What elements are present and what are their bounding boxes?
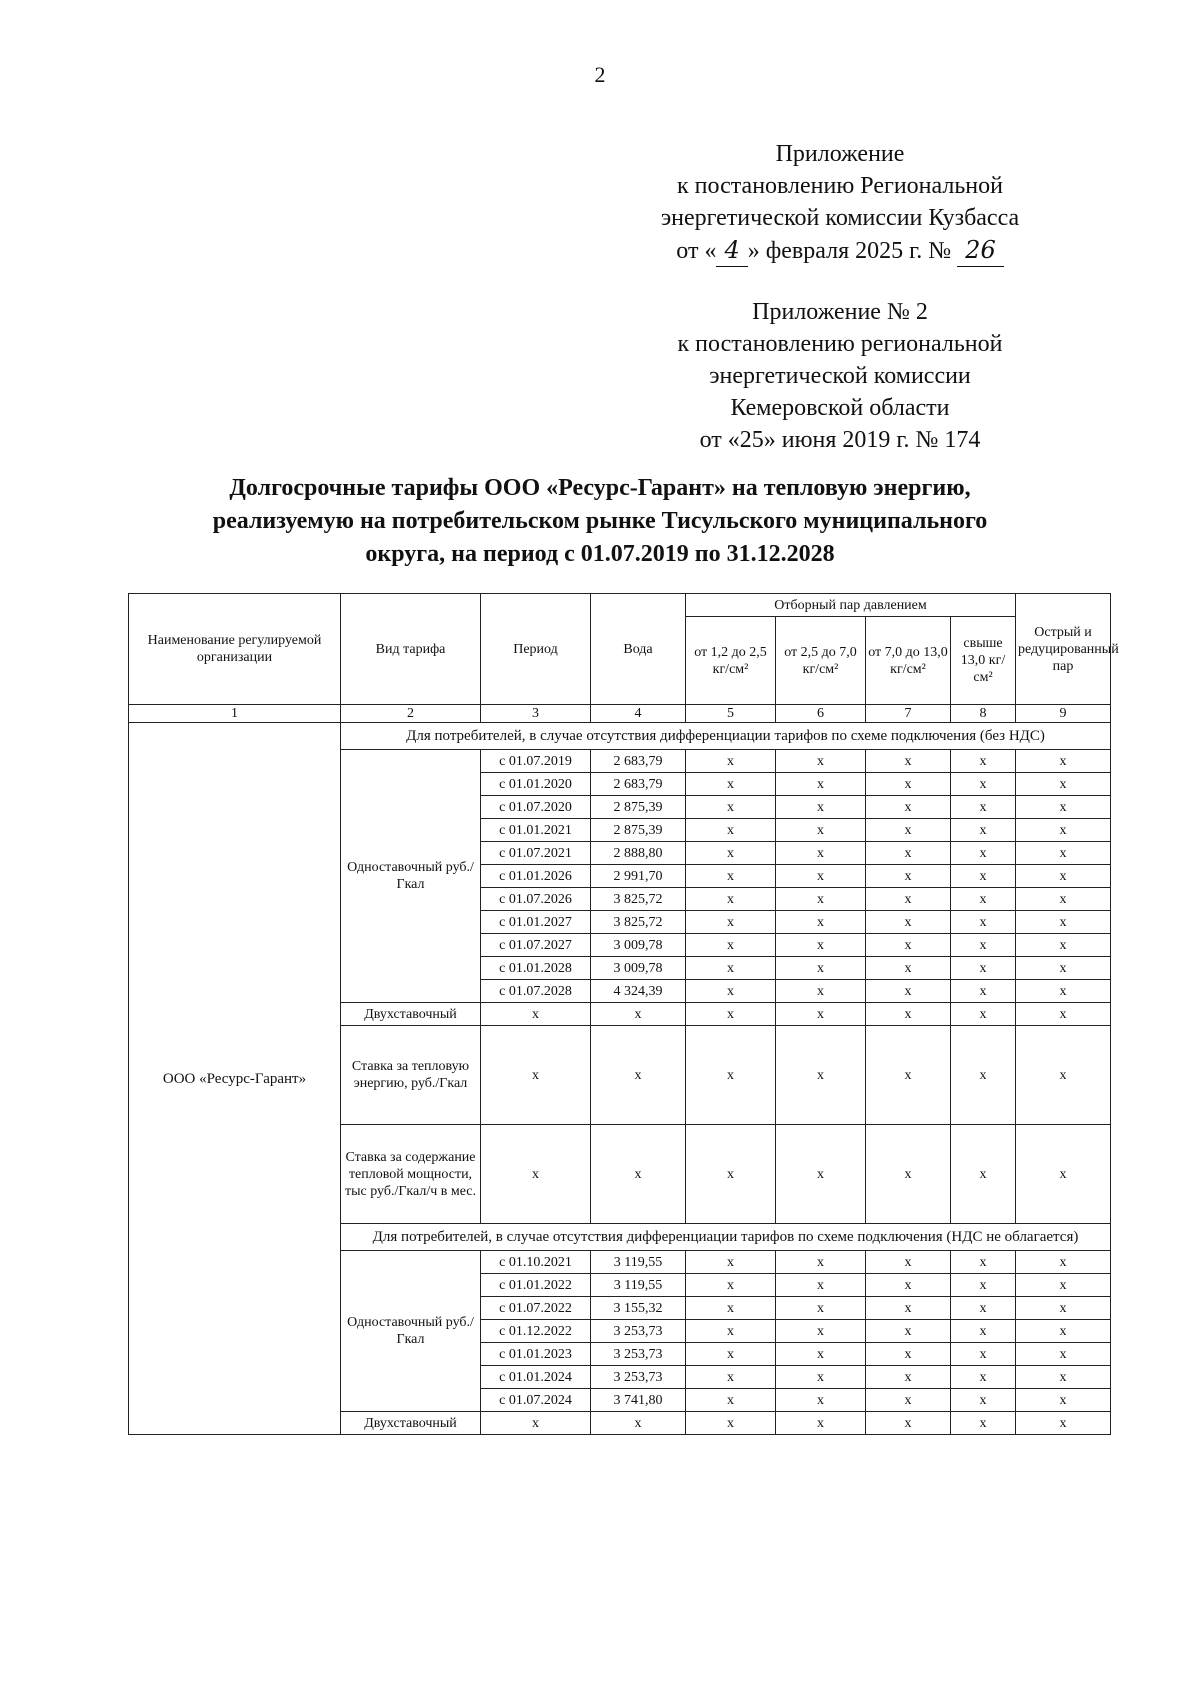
- x-cell: x: [1016, 865, 1111, 888]
- tariff-table: [128, 593, 1119, 1435]
- period-cell: с 01.07.2028: [481, 980, 591, 1003]
- x-cell: x: [1016, 980, 1111, 1003]
- annex-current-line2: энергетической комиссии Кузбасса: [660, 205, 1020, 231]
- x-cell: x: [951, 819, 1016, 842]
- x-cell: x: [866, 1320, 951, 1343]
- col-number: 6: [776, 705, 866, 723]
- x-cell: x: [1016, 1389, 1111, 1412]
- x-cell: x: [481, 1125, 591, 1224]
- x-cell: x: [866, 980, 951, 1003]
- x-cell: x: [1016, 796, 1111, 819]
- annex-original-line4: от «25» июня 2019 г. № 174: [699, 427, 981, 453]
- x-cell: x: [686, 796, 776, 819]
- water-cell: 2 683,79: [591, 750, 686, 773]
- header-period: Период: [481, 594, 591, 705]
- x-cell: x: [686, 865, 776, 888]
- x-cell: x: [686, 842, 776, 865]
- x-cell: x: [866, 934, 951, 957]
- section1-header-row: [129, 723, 1111, 750]
- x-cell: x: [866, 750, 951, 773]
- water-cell: 3 825,72: [591, 888, 686, 911]
- x-cell: x: [1016, 1412, 1111, 1435]
- water-cell: 3 009,78: [591, 934, 686, 957]
- col-number: 7: [866, 705, 951, 723]
- annex-current-line1: к постановлению Региональной: [677, 173, 1003, 199]
- period-cell: с 01.07.2019: [481, 750, 591, 773]
- period-cell: с 01.01.2027: [481, 911, 591, 934]
- x-cell: x: [686, 980, 776, 1003]
- x-cell: x: [866, 1297, 951, 1320]
- x-cell: x: [1016, 1366, 1111, 1389]
- x-cell: x: [686, 957, 776, 980]
- period-cell: с 01.01.2021: [481, 819, 591, 842]
- x-cell: x: [686, 1366, 776, 1389]
- org-name-cell: ООО «Ресурс-Гарант»: [129, 723, 341, 1435]
- x-cell: x: [1016, 819, 1111, 842]
- x-cell: x: [1016, 1274, 1111, 1297]
- x-cell: x: [686, 1343, 776, 1366]
- period-cell: с 01.07.2027: [481, 934, 591, 957]
- x-cell: x: [686, 1412, 776, 1435]
- x-cell: x: [1016, 1125, 1111, 1224]
- col-number: 5: [686, 705, 776, 723]
- col-number: 2: [341, 705, 481, 723]
- x-cell: x: [776, 1297, 866, 1320]
- x-cell: x: [866, 1389, 951, 1412]
- header-row-1: [129, 594, 1111, 617]
- x-cell: x: [866, 842, 951, 865]
- x-cell: x: [1016, 911, 1111, 934]
- x-cell: x: [686, 888, 776, 911]
- x-cell: x: [776, 934, 866, 957]
- x-cell: x: [686, 1389, 776, 1412]
- annex-current-date: [630, 234, 1050, 267]
- water-cell: 3 253,73: [591, 1366, 686, 1389]
- x-cell: x: [951, 1297, 1016, 1320]
- header-org: Наименование регулируемой организации: [129, 594, 341, 705]
- x-cell: x: [481, 1412, 591, 1435]
- x-cell: x: [591, 1003, 686, 1026]
- header-p4: свыше 13,0 кг/см²: [951, 617, 1016, 705]
- period-cell: с 01.12.2022: [481, 1320, 591, 1343]
- x-cell: x: [951, 1389, 1016, 1412]
- x-cell: x: [951, 1026, 1016, 1125]
- water-cell: 3 253,73: [591, 1343, 686, 1366]
- col-number: 8: [951, 705, 1016, 723]
- x-cell: x: [686, 1297, 776, 1320]
- water-cell: 2 875,39: [591, 796, 686, 819]
- x-cell: x: [951, 911, 1016, 934]
- period-cell: с 01.07.2022: [481, 1297, 591, 1320]
- header-p3: от 7,0 до 13,0 кг/см²: [866, 617, 951, 705]
- period-cell: с 01.01.2028: [481, 957, 591, 980]
- x-cell: x: [776, 819, 866, 842]
- x-cell: x: [1016, 1003, 1111, 1026]
- header-p2: от 2,5 до 7,0 кг/см²: [776, 617, 866, 705]
- header-tariff-type: Вид тарифа: [341, 594, 481, 705]
- x-cell: x: [776, 1026, 866, 1125]
- x-cell: x: [866, 819, 951, 842]
- annex-original-title: Приложение № 2: [752, 299, 928, 325]
- period-cell: с 01.01.2023: [481, 1343, 591, 1366]
- period-cell: с 01.01.2022: [481, 1274, 591, 1297]
- page-number: 2: [594, 62, 606, 87]
- section1-title: Для потребителей, в случае отсутствия дифференциации тарифов по схеме подключения (без НДС): [341, 723, 1111, 750]
- period-cell: с 01.07.2020: [481, 796, 591, 819]
- x-cell: x: [1016, 934, 1111, 957]
- water-cell: 2 991,70: [591, 865, 686, 888]
- x-cell: x: [866, 1366, 951, 1389]
- annex-original-line1: к постановлению региональной: [677, 331, 1003, 357]
- x-cell: x: [951, 1274, 1016, 1297]
- col-number: 1: [129, 705, 341, 723]
- x-cell: x: [1016, 1320, 1111, 1343]
- period-cell: с 01.01.2020: [481, 773, 591, 796]
- x-cell: x: [951, 1125, 1016, 1224]
- x-cell: x: [951, 1251, 1016, 1274]
- rate-capacity-row-label: Ставка за содержание тепловой мощности, тыс руб./Гкал/ч в мес.: [341, 1125, 481, 1224]
- rate-energy-row-label: Ставка за тепловую энергию, руб./Гкал: [341, 1026, 481, 1125]
- water-cell: 3 009,78: [591, 957, 686, 980]
- x-cell: x: [481, 1026, 591, 1125]
- x-cell: x: [776, 1251, 866, 1274]
- x-cell: x: [866, 865, 951, 888]
- x-cell: x: [776, 796, 866, 819]
- x-cell: x: [776, 980, 866, 1003]
- document-title: [100, 472, 1100, 571]
- period-cell: с 01.07.2024: [481, 1389, 591, 1412]
- x-cell: x: [686, 750, 776, 773]
- period-cell: с 01.10.2021: [481, 1251, 591, 1274]
- x-cell: x: [776, 911, 866, 934]
- x-cell: x: [951, 842, 1016, 865]
- period-cell: с 01.07.2026: [481, 888, 591, 911]
- x-cell: x: [1016, 1026, 1111, 1125]
- x-cell: x: [951, 1343, 1016, 1366]
- title-line2: реализуемую на потребительском рынке Тисульского муниципального: [212, 508, 988, 534]
- x-cell: x: [591, 1412, 686, 1435]
- period-cell: с 01.01.2024: [481, 1366, 591, 1389]
- x-cell: x: [481, 1003, 591, 1026]
- x-cell: x: [866, 1003, 951, 1026]
- water-cell: 3 155,32: [591, 1297, 686, 1320]
- x-cell: x: [1016, 1297, 1111, 1320]
- x-cell: x: [686, 1274, 776, 1297]
- x-cell: x: [591, 1026, 686, 1125]
- x-cell: x: [1016, 750, 1111, 773]
- x-cell: x: [866, 911, 951, 934]
- x-cell: x: [951, 1003, 1016, 1026]
- title-line1: Долгосрочные тарифы ООО «Ресурс-Гарант» на тепловую энергию,: [229, 475, 971, 501]
- annex-date-mid: » февраля 2025 г. №: [747, 238, 952, 264]
- col-number: 4: [591, 705, 686, 723]
- header-steam-group: Отборный пар давлением: [686, 594, 1016, 617]
- x-cell: x: [686, 1125, 776, 1224]
- x-cell: x: [776, 1320, 866, 1343]
- x-cell: x: [951, 888, 1016, 911]
- annex-original-line2: энергетической комиссии: [709, 363, 971, 389]
- period-cell: с 01.01.2026: [481, 865, 591, 888]
- x-cell: x: [951, 1412, 1016, 1435]
- water-cell: 4 324,39: [591, 980, 686, 1003]
- x-cell: x: [776, 773, 866, 796]
- x-cell: x: [1016, 773, 1111, 796]
- x-cell: x: [1016, 842, 1111, 865]
- x-cell: x: [866, 1274, 951, 1297]
- annex-current-title: Приложение: [775, 141, 905, 167]
- column-numbers-row: [129, 705, 1111, 723]
- x-cell: x: [776, 1343, 866, 1366]
- annex-original-line3: Кемеровской области: [730, 395, 950, 421]
- annex-original-block: [650, 296, 1030, 456]
- x-cell: x: [951, 980, 1016, 1003]
- water-cell: 3 119,55: [591, 1251, 686, 1274]
- water-cell: 3 825,72: [591, 911, 686, 934]
- x-cell: x: [951, 865, 1016, 888]
- x-cell: x: [776, 957, 866, 980]
- water-cell: 2 888,80: [591, 842, 686, 865]
- x-cell: x: [951, 750, 1016, 773]
- table-body: [129, 723, 1111, 1435]
- x-cell: x: [866, 957, 951, 980]
- x-cell: x: [776, 1003, 866, 1026]
- x-cell: x: [776, 1366, 866, 1389]
- annex-number: 26: [957, 234, 1004, 267]
- x-cell: x: [686, 934, 776, 957]
- water-cell: 2 875,39: [591, 819, 686, 842]
- x-cell: x: [776, 865, 866, 888]
- header-p1: от 1,2 до 2,5 кг/см²: [686, 617, 776, 705]
- one-rate-label: Одноставочный руб./Гкал: [341, 750, 481, 1003]
- x-cell: x: [686, 911, 776, 934]
- header-water: Вода: [591, 594, 686, 705]
- x-cell: x: [866, 796, 951, 819]
- x-cell: x: [1016, 1343, 1111, 1366]
- header-sharp-steam: Острый и редуцированный пар: [1016, 594, 1111, 705]
- two-rate-label: Двухставочный: [341, 1412, 481, 1435]
- section2-title: Для потребителей, в случае отсутствия дифференциации тарифов по схеме подключения (НДС не облагается): [341, 1224, 1111, 1251]
- x-cell: x: [1016, 888, 1111, 911]
- x-cell: x: [776, 1274, 866, 1297]
- title-line3: округа, на период с 01.07.2019 по 31.12.2028: [365, 541, 835, 567]
- x-cell: x: [866, 888, 951, 911]
- x-cell: x: [1016, 957, 1111, 980]
- x-cell: x: [1016, 1251, 1111, 1274]
- x-cell: x: [686, 773, 776, 796]
- one-rate-label: Одноставочный руб./Гкал: [341, 1251, 481, 1412]
- x-cell: x: [591, 1125, 686, 1224]
- annex-date-prefix: от «: [676, 238, 717, 264]
- x-cell: x: [776, 842, 866, 865]
- col-number: 3: [481, 705, 591, 723]
- x-cell: x: [686, 1251, 776, 1274]
- annex-date-day: 4: [716, 234, 747, 267]
- x-cell: x: [776, 750, 866, 773]
- x-cell: x: [866, 773, 951, 796]
- x-cell: x: [866, 1251, 951, 1274]
- x-cell: x: [951, 796, 1016, 819]
- x-cell: x: [866, 1125, 951, 1224]
- x-cell: x: [686, 819, 776, 842]
- col-number: 9: [1016, 705, 1111, 723]
- water-cell: 2 683,79: [591, 773, 686, 796]
- x-cell: x: [686, 1026, 776, 1125]
- period-cell: с 01.07.2021: [481, 842, 591, 865]
- x-cell: x: [866, 1343, 951, 1366]
- x-cell: x: [776, 1125, 866, 1224]
- x-cell: x: [776, 1412, 866, 1435]
- x-cell: x: [866, 1412, 951, 1435]
- water-cell: 3 253,73: [591, 1320, 686, 1343]
- water-cell: 3 741,80: [591, 1389, 686, 1412]
- two-rate-label: Двухставочный: [341, 1003, 481, 1026]
- annex-current-block: [630, 138, 1050, 267]
- x-cell: x: [686, 1003, 776, 1026]
- x-cell: x: [776, 1389, 866, 1412]
- x-cell: x: [951, 1366, 1016, 1389]
- x-cell: x: [951, 773, 1016, 796]
- x-cell: x: [951, 957, 1016, 980]
- water-cell: 3 119,55: [591, 1274, 686, 1297]
- x-cell: x: [866, 1026, 951, 1125]
- x-cell: x: [776, 888, 866, 911]
- x-cell: x: [951, 934, 1016, 957]
- x-cell: x: [951, 1320, 1016, 1343]
- x-cell: x: [686, 1320, 776, 1343]
